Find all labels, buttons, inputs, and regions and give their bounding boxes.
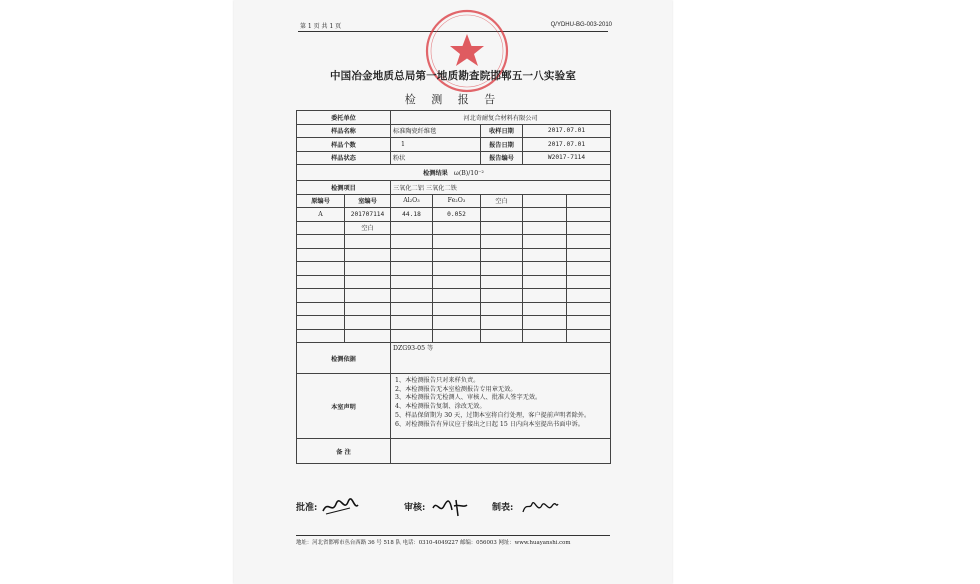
remarks-label: 备 注 [297,439,391,464]
sample-state-row [297,151,611,165]
col-fe2o3: Fe₂O₃ [433,194,481,208]
blank-row [297,221,611,235]
results-title-row [297,165,611,181]
report-date-label: 报告日期 [481,138,523,152]
col-original-number: 原编号 [297,194,345,208]
footer-address: 地址：河北省邯郸市丛台西路 36 号 518 队 电话：0310-4049227 邮编：056003 网址：www.huayanshi.com [296,540,571,546]
statement-item: 6、对检测报告有异议应于接出之日起 15 日内向本室提出书面申诉。 [395,420,584,428]
col-blank: 空白 [481,194,523,208]
empty-cell [481,208,523,222]
test-items-value: 三氧化二铝 三氧化二铁 [391,181,611,195]
empty-cell [523,221,567,235]
statement-item: 5、样品保留期为 30 天，过期本室将自行处理，客户提前声明者除外。 [395,411,591,419]
prepare-label: 制表: [492,503,514,513]
basis-row [297,343,611,374]
basis-value: DZG93-05 等 [391,343,611,374]
empty-cell [567,221,611,235]
sample-name-value: 标准陶瓷纤维毯 [391,124,481,138]
empty-cell [391,221,433,235]
statement-item: 1、本检测报告只对来样负责。 [395,377,480,384]
sample-name-row [297,124,611,138]
lab-name: 中国冶金地质总局第一地质勘查院邯郸五一八实验室 [329,70,577,82]
row-fe2o3: 0.052 [433,208,481,222]
empty-cell [433,221,481,235]
empty-row [297,248,611,262]
result-row [297,208,611,222]
empty-cell [523,194,567,208]
empty-cell [523,208,567,222]
client-row [297,111,611,125]
remarks-row [297,439,611,464]
empty-row [297,316,611,330]
test-items-row [297,181,611,195]
empty-cell [567,208,611,222]
review-label: 审核: [404,503,426,513]
statement-item: 4、本检测报告复制、涂改无效。 [395,403,486,411]
sample-name-label: 样品名称 [297,124,391,138]
col-al2o3: Al₂O₃ [391,194,433,208]
empty-cell [481,221,523,235]
empty-cell [567,194,611,208]
statement-item: 2、本检测报告无本室检测报告专用章无效。 [395,385,517,393]
empty-cell [297,221,345,235]
sample-count-label: 样品个数 [297,138,391,152]
document-code: Q/YDHU-BG-003-2010 [550,22,612,28]
test-items-label: 检测项目 [297,181,391,195]
report-date-value: 2017.07.01 [523,138,611,152]
statement-list [391,374,611,439]
signature-row [296,496,610,518]
page-number: 第 1 页 共 1 页 [300,23,342,30]
footer-divider [296,535,610,536]
received-date-label: 收样日期 [481,124,523,138]
results-header-row [297,194,611,208]
basis-label: 检测依据 [297,343,391,374]
sample-count-value: 1 [391,138,481,152]
empty-row [297,302,611,316]
col-lab-number: 室编号 [345,194,391,208]
blank-row-label: 空白 [345,221,391,235]
row-lab-number: 201707114 [345,208,391,222]
row-al2o3: 44.18 [391,208,433,222]
empty-row [297,235,611,249]
report-title: 检 测 报 告 [404,93,502,106]
results-title [297,165,611,181]
report-page [234,0,672,584]
empty-row [297,329,611,343]
remarks-value [391,439,611,464]
sample-state-value: 粉状 [391,151,481,165]
sample-state-label: 样品状态 [297,151,391,165]
results-unit: ω(B)/10⁻² [453,170,484,177]
report-number-label: 报告编号 [481,151,523,165]
approver-signature-icon [320,496,360,518]
approve-label: 批准: [296,503,318,513]
empty-row [297,275,611,289]
sample-count-row [297,138,611,152]
reviewer-signature-icon [430,496,470,518]
preparer-signature-icon [520,496,560,518]
client-label: 委托单位 [297,111,391,125]
row-original-number: A [297,208,345,222]
report-table [296,110,611,464]
statement-label: 本室声明 [297,374,391,439]
empty-row [297,289,611,303]
empty-row [297,262,611,276]
client-value: 河北奇耐复合材料有限公司 [391,111,611,125]
statement-item: 3、本检测报告无检测人、审核人、批准人签字无效。 [395,394,542,402]
report-number-value: W2017-7114 [523,151,611,165]
received-date-value: 2017.07.01 [523,124,611,138]
results-title-text: 检测结果 [423,170,448,177]
statement-row [297,374,611,439]
